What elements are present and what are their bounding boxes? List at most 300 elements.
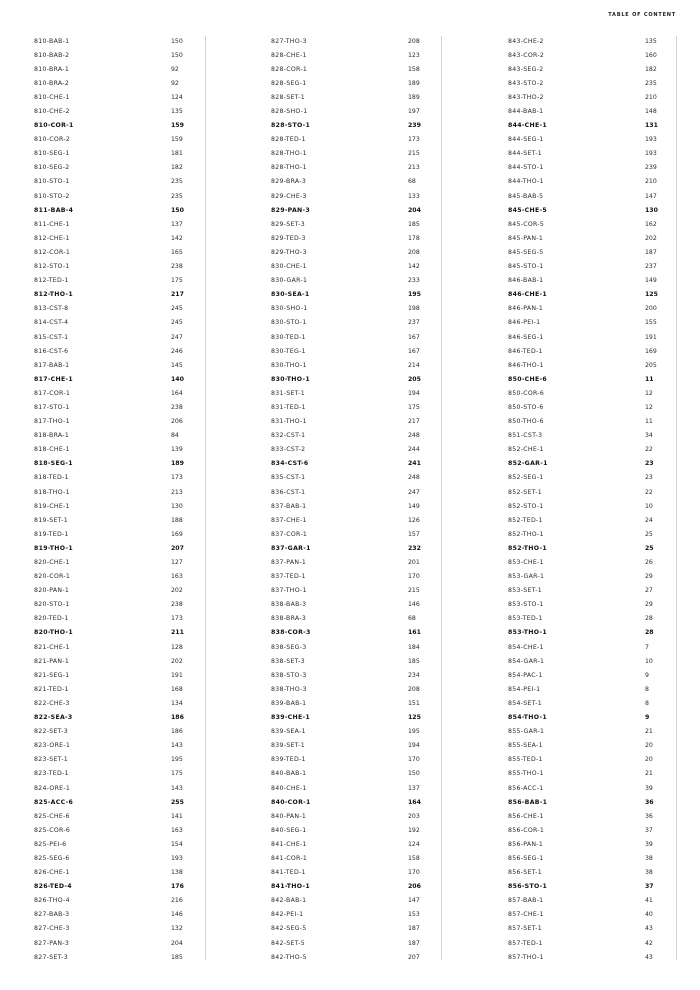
entry-page-number: 68 bbox=[408, 178, 416, 186]
entry-page-number: 37 bbox=[645, 883, 654, 891]
entry-code: 856-BAB-1 bbox=[508, 798, 548, 806]
entry-code: 821-TED-1 bbox=[34, 685, 69, 693]
entry-page-number: 208 bbox=[408, 37, 420, 45]
entry-code: 815-CST-1 bbox=[34, 333, 69, 341]
entry-code: 838-STO-3 bbox=[271, 671, 307, 679]
entry-page-number: 92 bbox=[171, 79, 179, 87]
entry-code: 844-BAB-1 bbox=[508, 108, 544, 116]
entry-code: 810-BRA-2 bbox=[34, 79, 70, 87]
toc-entry bbox=[271, 767, 434, 781]
entry-code: 821-SEG-1 bbox=[34, 671, 70, 679]
toc-entry bbox=[508, 668, 671, 682]
entry-page-number: 195 bbox=[408, 291, 421, 299]
toc-entry bbox=[34, 894, 197, 908]
toc-entry bbox=[508, 175, 671, 189]
entry-page-number: 22 bbox=[645, 488, 653, 496]
entry-page-number: 137 bbox=[171, 220, 183, 228]
entry-page-number: 193 bbox=[645, 150, 657, 158]
toc-entry bbox=[34, 598, 197, 612]
entry-code: 835-CST-1 bbox=[271, 474, 306, 482]
toc-entry bbox=[271, 866, 434, 880]
entry-code: 846-PEI-1 bbox=[508, 319, 541, 327]
toc-entry bbox=[271, 147, 434, 161]
entry-code: 852-CHE-1 bbox=[508, 446, 544, 454]
toc-entry bbox=[271, 316, 434, 330]
entry-page-number: 173 bbox=[171, 615, 183, 623]
toc-entry bbox=[508, 386, 671, 400]
toc-entry bbox=[34, 147, 197, 161]
entry-code: 811-BAB-4 bbox=[34, 206, 74, 214]
entry-code: 852-SET-1 bbox=[508, 488, 542, 496]
toc-entry bbox=[34, 471, 197, 485]
entry-page-number: 170 bbox=[408, 869, 420, 877]
toc-entry bbox=[271, 950, 434, 964]
entry-page-number: 178 bbox=[408, 234, 420, 242]
entry-code: 843-COR-2 bbox=[508, 51, 545, 59]
entry-code: 819-THO-1 bbox=[34, 544, 73, 552]
entry-page-number: 8 bbox=[645, 699, 649, 707]
entry-code: 812-COR-1 bbox=[34, 248, 71, 256]
entry-code: 810-CHE-1 bbox=[34, 93, 70, 101]
toc-entry bbox=[508, 217, 671, 231]
toc-entry bbox=[508, 837, 671, 851]
entry-page-number: 207 bbox=[171, 544, 184, 552]
toc-entry bbox=[508, 922, 671, 936]
entry-code: 837-CHE-1 bbox=[271, 516, 307, 524]
toc-column-1 bbox=[34, 34, 197, 964]
toc-entry bbox=[34, 316, 197, 330]
entry-page-number: 163 bbox=[171, 826, 183, 834]
entry-code: 850-COR-6 bbox=[508, 389, 545, 397]
toc-entry bbox=[34, 513, 197, 527]
entry-page-number: 12 bbox=[645, 403, 653, 411]
entry-code: 810-STO-2 bbox=[34, 192, 70, 200]
toc-entry bbox=[271, 62, 434, 76]
toc-entry bbox=[508, 90, 671, 104]
toc-entry bbox=[271, 344, 434, 358]
entry-code: 830-GAR-1 bbox=[271, 277, 308, 285]
toc-entry bbox=[271, 457, 434, 471]
toc-entry bbox=[508, 344, 671, 358]
entry-code: 843-THO-2 bbox=[508, 93, 544, 101]
entry-code: 841-CHE-1 bbox=[271, 840, 307, 848]
toc-entry bbox=[34, 330, 197, 344]
entry-page-number: 28 bbox=[645, 629, 654, 637]
toc-entry bbox=[34, 189, 197, 203]
toc-entry bbox=[508, 48, 671, 62]
toc-entry bbox=[508, 851, 671, 865]
toc-entry bbox=[508, 302, 671, 316]
entry-code: 846-THO-1 bbox=[508, 361, 544, 369]
entry-page-number: 173 bbox=[171, 474, 183, 482]
toc-entry bbox=[271, 358, 434, 372]
entry-page-number: 187 bbox=[645, 248, 657, 256]
toc-entry bbox=[271, 654, 434, 668]
entry-code: 824-ORE-1 bbox=[34, 784, 71, 792]
toc-entry bbox=[508, 415, 671, 429]
entry-code: 843-STO-2 bbox=[508, 79, 544, 87]
entry-page-number: 155 bbox=[645, 319, 657, 327]
entry-code: 852-THO-1 bbox=[508, 530, 544, 538]
entry-page-number: 215 bbox=[408, 587, 420, 595]
toc-entry bbox=[508, 104, 671, 118]
entry-code: 855-TED-1 bbox=[508, 756, 543, 764]
toc-entry bbox=[34, 908, 197, 922]
entry-page-number: 175 bbox=[408, 403, 420, 411]
toc-entry bbox=[271, 119, 434, 133]
toc-entry bbox=[271, 598, 434, 612]
toc-entry bbox=[34, 34, 197, 48]
toc-entry bbox=[271, 936, 434, 950]
entry-code: 837-BAB-1 bbox=[271, 502, 307, 510]
entry-page-number: 124 bbox=[408, 840, 420, 848]
toc-entry bbox=[508, 908, 671, 922]
entry-page-number: 244 bbox=[408, 446, 420, 454]
entry-page-number: 20 bbox=[645, 742, 653, 750]
entry-code: 825-ACC-6 bbox=[34, 798, 74, 806]
entry-page-number: 187 bbox=[408, 925, 420, 933]
entry-page-number: 162 bbox=[645, 220, 657, 228]
entry-page-number: 23 bbox=[645, 474, 653, 482]
entry-page-number: 42 bbox=[645, 939, 653, 947]
entry-page-number: 147 bbox=[645, 192, 657, 200]
entry-page-number: 185 bbox=[408, 220, 420, 228]
entry-code: 854-GAR-1 bbox=[508, 657, 545, 665]
toc-entry bbox=[271, 288, 434, 302]
entry-code: 838-SET-3 bbox=[271, 657, 305, 665]
entry-page-number: 216 bbox=[171, 897, 183, 905]
toc-entry bbox=[34, 499, 197, 513]
entry-code: 810-BRA-1 bbox=[34, 65, 70, 73]
entry-page-number: 210 bbox=[645, 178, 657, 186]
toc-entry bbox=[34, 133, 197, 147]
entry-code: 820-STO-1 bbox=[34, 601, 70, 609]
toc-entry bbox=[508, 260, 671, 274]
entry-code: 837-GAR-1 bbox=[271, 544, 311, 552]
entry-code: 841-THO-1 bbox=[271, 883, 310, 891]
toc-entry bbox=[34, 584, 197, 598]
entry-page-number: 160 bbox=[645, 51, 657, 59]
toc-entry bbox=[34, 231, 197, 245]
entry-code: 830-CHE-1 bbox=[271, 263, 307, 271]
toc-entry bbox=[508, 400, 671, 414]
entry-code: 856-ACC-1 bbox=[508, 784, 544, 792]
entry-page-number: 207 bbox=[408, 953, 420, 961]
entry-page-number: 193 bbox=[171, 854, 183, 862]
toc-entry bbox=[34, 76, 197, 90]
entry-code: 822-SET-3 bbox=[34, 728, 68, 736]
entry-code: 838-BRA-3 bbox=[271, 615, 307, 623]
entry-page-number: 175 bbox=[171, 277, 183, 285]
entry-page-number: 208 bbox=[408, 248, 420, 256]
entry-page-number: 194 bbox=[408, 389, 420, 397]
entry-page-number: 205 bbox=[408, 375, 421, 383]
entry-code: 846-PAN-1 bbox=[508, 305, 544, 313]
entry-page-number: 138 bbox=[171, 869, 183, 877]
entry-code: 831-THO-1 bbox=[271, 418, 307, 426]
entry-page-number: 151 bbox=[408, 699, 420, 707]
entry-code: 818-THO-1 bbox=[34, 488, 70, 496]
entry-code: 810-BAB-2 bbox=[34, 51, 70, 59]
entry-page-number: 132 bbox=[171, 925, 183, 933]
entry-code: 827-SET-3 bbox=[34, 953, 68, 961]
entry-code: 828-THO-1 bbox=[271, 164, 307, 172]
entry-page-number: 137 bbox=[408, 784, 420, 792]
toc-entry bbox=[508, 753, 671, 767]
entry-code: 850-THO-6 bbox=[508, 418, 544, 426]
toc-column-3 bbox=[508, 34, 671, 964]
entry-code: 829-CHE-3 bbox=[271, 192, 307, 200]
entry-page-number: 130 bbox=[171, 502, 183, 510]
entry-code: 820-THO-1 bbox=[34, 629, 73, 637]
entry-code: 851-CST-3 bbox=[508, 432, 543, 440]
toc-entry bbox=[271, 429, 434, 443]
entry-code: 852-STO-1 bbox=[508, 502, 544, 510]
entry-page-number: 239 bbox=[645, 164, 657, 172]
entry-page-number: 142 bbox=[408, 263, 420, 271]
entry-page-number: 125 bbox=[408, 714, 421, 722]
entry-page-number: 145 bbox=[171, 361, 183, 369]
toc-entry bbox=[34, 217, 197, 231]
entry-page-number: 255 bbox=[171, 798, 184, 806]
entry-code: 842-SEG-5 bbox=[271, 925, 307, 933]
toc-entry bbox=[34, 696, 197, 710]
entry-code: 857-SET-1 bbox=[508, 925, 542, 933]
entry-page-number: 238 bbox=[171, 263, 183, 271]
entry-page-number: 203 bbox=[408, 812, 420, 820]
toc-entry bbox=[271, 48, 434, 62]
entry-code: 819-TED-1 bbox=[34, 530, 69, 538]
entry-code: 812-STO-1 bbox=[34, 263, 70, 271]
entry-page-number: 238 bbox=[171, 601, 183, 609]
entry-page-number: 161 bbox=[408, 629, 421, 637]
entry-page-number: 149 bbox=[408, 502, 420, 510]
column-divider bbox=[676, 36, 677, 960]
entry-page-number: 149 bbox=[645, 277, 657, 285]
toc-entry bbox=[271, 682, 434, 696]
entry-code: 820-CHE-1 bbox=[34, 559, 70, 567]
entry-page-number: 235 bbox=[171, 178, 183, 186]
entry-page-number: 43 bbox=[645, 925, 653, 933]
toc-entry bbox=[508, 485, 671, 499]
toc-entry bbox=[271, 626, 434, 640]
entry-code: 831-SET-1 bbox=[271, 389, 305, 397]
entry-page-number: 248 bbox=[408, 474, 420, 482]
entry-code: 844-THO-1 bbox=[508, 178, 544, 186]
toc-entry bbox=[34, 245, 197, 259]
entry-page-number: 169 bbox=[171, 530, 183, 538]
toc-entry bbox=[271, 753, 434, 767]
entry-page-number: 27 bbox=[645, 587, 653, 595]
entry-code: 853-THO-1 bbox=[508, 629, 547, 637]
entry-code: 840-CHE-1 bbox=[271, 784, 307, 792]
entry-code: 811-CHE-1 bbox=[34, 220, 70, 228]
toc-entry bbox=[271, 584, 434, 598]
entry-page-number: 234 bbox=[408, 671, 420, 679]
entry-page-number: 176 bbox=[171, 883, 184, 891]
entry-code: 818-BRA-1 bbox=[34, 432, 70, 440]
toc-entry bbox=[34, 527, 197, 541]
entry-code: 842-PEI-1 bbox=[271, 911, 304, 919]
toc-entry bbox=[271, 189, 434, 203]
entry-code: 856-CHE-1 bbox=[508, 812, 544, 820]
entry-page-number: 21 bbox=[645, 728, 653, 736]
entry-page-number: 157 bbox=[408, 530, 420, 538]
entry-page-number: 202 bbox=[171, 587, 183, 595]
entry-page-number: 165 bbox=[171, 248, 183, 256]
toc-entry bbox=[508, 34, 671, 48]
entry-code: 826-TED-4 bbox=[34, 883, 72, 891]
toc-entry bbox=[271, 541, 434, 555]
entry-page-number: 39 bbox=[645, 784, 653, 792]
entry-page-number: 26 bbox=[645, 559, 653, 567]
entry-page-number: 191 bbox=[171, 671, 183, 679]
toc-entry bbox=[508, 809, 671, 823]
toc-entry bbox=[271, 471, 434, 485]
toc-entry bbox=[34, 668, 197, 682]
entry-page-number: 38 bbox=[645, 854, 653, 862]
entry-page-number: 130 bbox=[645, 206, 658, 214]
entry-page-number: 235 bbox=[171, 192, 183, 200]
column-divider bbox=[205, 36, 206, 960]
entry-code: 854-PEI-1 bbox=[508, 685, 541, 693]
entry-page-number: 245 bbox=[171, 319, 183, 327]
toc-entry bbox=[271, 781, 434, 795]
toc-entry bbox=[34, 739, 197, 753]
entry-code: 842-BAB-1 bbox=[271, 897, 307, 905]
entry-code: 844-SET-1 bbox=[508, 150, 542, 158]
entry-code: 845-STO-1 bbox=[508, 263, 544, 271]
entry-page-number: 181 bbox=[171, 150, 183, 158]
toc-entry bbox=[34, 48, 197, 62]
page-title: TABLE OF CONTENT bbox=[608, 12, 676, 18]
entry-page-number: 143 bbox=[171, 784, 183, 792]
toc-entry bbox=[34, 866, 197, 880]
toc-entry bbox=[271, 922, 434, 936]
toc-entry bbox=[34, 711, 197, 725]
toc-entry bbox=[34, 851, 197, 865]
entry-page-number: 147 bbox=[408, 897, 420, 905]
entry-code: 827-THO-3 bbox=[271, 37, 307, 45]
entry-page-number: 195 bbox=[171, 756, 183, 764]
entry-page-number: 8 bbox=[645, 685, 649, 693]
toc-entry bbox=[271, 245, 434, 259]
toc-entry bbox=[508, 203, 671, 217]
entry-page-number: 213 bbox=[408, 164, 420, 172]
entry-code: 839-SEA-1 bbox=[271, 728, 306, 736]
entry-code: 841-COR-1 bbox=[271, 854, 308, 862]
entry-code: 823-ORE-1 bbox=[34, 742, 71, 750]
toc-entry bbox=[271, 711, 434, 725]
entry-code: 828-STO-1 bbox=[271, 122, 311, 130]
entry-code: 854-PAC-1 bbox=[508, 671, 543, 679]
toc-entry bbox=[271, 739, 434, 753]
toc-entry bbox=[508, 541, 671, 555]
entry-code: 854-THO-1 bbox=[508, 714, 547, 722]
entry-code: 846-SEG-1 bbox=[508, 333, 544, 341]
entry-page-number: 167 bbox=[408, 333, 420, 341]
toc-entry bbox=[508, 612, 671, 626]
entry-page-number: 206 bbox=[408, 883, 421, 891]
entry-code: 839-CHE-1 bbox=[271, 714, 311, 722]
entry-page-number: 197 bbox=[408, 108, 420, 116]
toc-entry bbox=[34, 161, 197, 175]
entry-page-number: 141 bbox=[171, 812, 183, 820]
entry-page-number: 127 bbox=[171, 559, 183, 567]
entry-code: 844-CHE-1 bbox=[508, 122, 548, 130]
toc-entry bbox=[271, 203, 434, 217]
entry-code: 845-SEG-5 bbox=[508, 248, 544, 256]
entry-code: 841-TED-1 bbox=[271, 869, 306, 877]
toc-entry bbox=[34, 753, 197, 767]
toc-entry bbox=[271, 499, 434, 513]
toc-entry bbox=[34, 795, 197, 809]
toc-entry bbox=[271, 640, 434, 654]
entry-page-number: 214 bbox=[408, 361, 420, 369]
toc-entry bbox=[508, 711, 671, 725]
entry-code: 810-CHE-2 bbox=[34, 108, 70, 116]
toc-entry bbox=[34, 90, 197, 104]
entry-code: 810-SEG-1 bbox=[34, 150, 70, 158]
entry-page-number: 150 bbox=[171, 206, 184, 214]
toc-entry bbox=[34, 541, 197, 555]
entry-page-number: 37 bbox=[645, 826, 653, 834]
entry-page-number: 248 bbox=[408, 432, 420, 440]
entry-code: 844-STO-1 bbox=[508, 164, 544, 172]
toc-entry bbox=[508, 640, 671, 654]
entry-code: 853-TED-1 bbox=[508, 615, 543, 623]
entry-page-number: 235 bbox=[645, 79, 657, 87]
entry-code: 830-SHO-1 bbox=[271, 305, 308, 313]
entry-page-number: 24 bbox=[645, 516, 653, 524]
entry-code: 852-GAR-1 bbox=[508, 460, 548, 468]
toc-entry bbox=[34, 62, 197, 76]
toc-entry bbox=[34, 260, 197, 274]
entry-code: 816-CST-6 bbox=[34, 347, 69, 355]
entry-page-number: 158 bbox=[408, 854, 420, 862]
entry-page-number: 11 bbox=[645, 375, 654, 383]
entry-code: 844-SEG-1 bbox=[508, 136, 544, 144]
entry-code: 810-SEG-2 bbox=[34, 164, 70, 172]
toc-entry bbox=[34, 950, 197, 964]
entry-code: 822-CHE-3 bbox=[34, 699, 70, 707]
entry-page-number: 9 bbox=[645, 671, 649, 679]
entry-code: 810-COR-1 bbox=[34, 122, 74, 130]
toc-entry bbox=[34, 555, 197, 569]
entry-code: 825-PEI-6 bbox=[34, 840, 67, 848]
toc-entry bbox=[508, 358, 671, 372]
entry-code: 825-SEG-6 bbox=[34, 854, 70, 862]
entry-code: 818-TED-1 bbox=[34, 474, 69, 482]
toc-entry bbox=[508, 147, 671, 161]
toc-column-2 bbox=[271, 34, 434, 964]
entry-page-number: 200 bbox=[645, 305, 657, 313]
entry-code: 837-PAN-1 bbox=[271, 559, 307, 567]
entry-code: 828-THO-1 bbox=[271, 150, 307, 158]
entry-page-number: 153 bbox=[408, 911, 420, 919]
entry-page-number: 9 bbox=[645, 714, 650, 722]
toc-entry bbox=[271, 330, 434, 344]
entry-code: 852-THO-1 bbox=[508, 544, 547, 552]
entry-code: 828-TED-1 bbox=[271, 136, 306, 144]
toc-entry bbox=[508, 555, 671, 569]
entry-page-number: 188 bbox=[171, 516, 183, 524]
toc-entry bbox=[34, 274, 197, 288]
entry-code: 821-CHE-1 bbox=[34, 643, 70, 651]
toc-entry bbox=[34, 682, 197, 696]
entry-page-number: 233 bbox=[408, 277, 420, 285]
entry-page-number: 170 bbox=[408, 756, 420, 764]
